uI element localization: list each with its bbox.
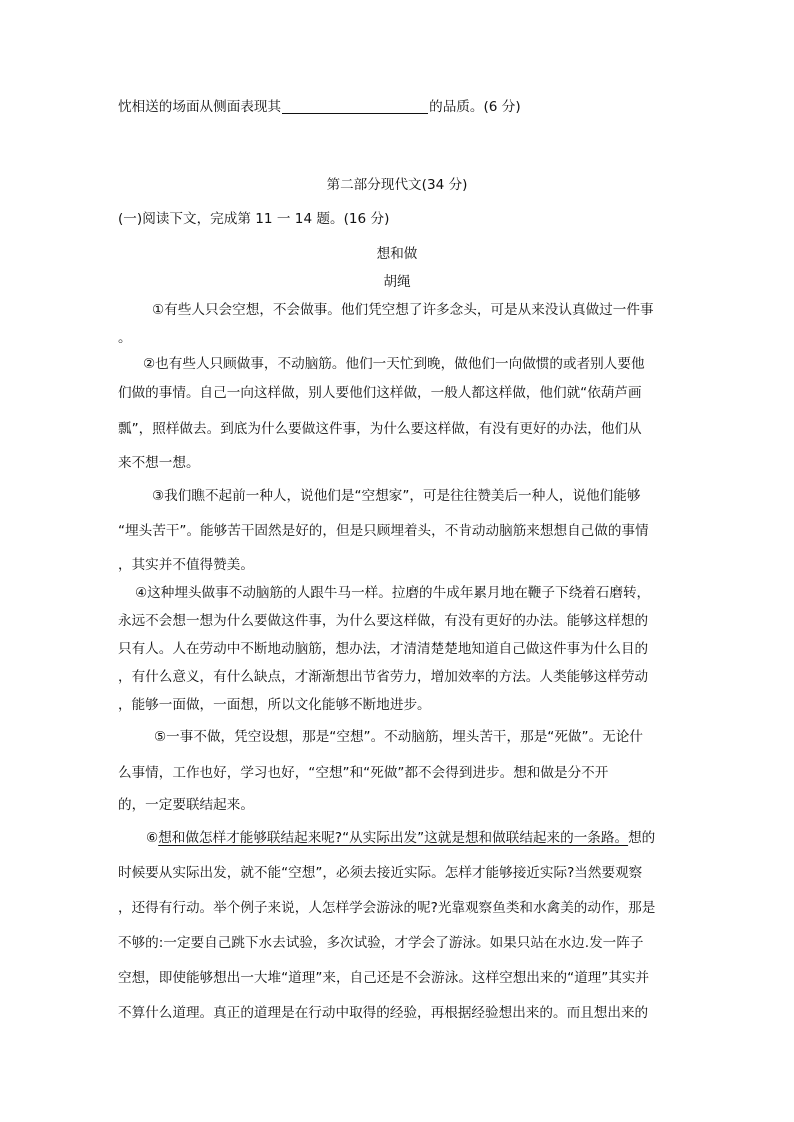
text-line: 不够的:一定要自己跳下水去试验，多次试验，才学会了游泳。如果只站在水边.发一阵子	[118, 935, 644, 951]
paragraph-6-first-line	[146, 829, 655, 847]
section-title: 第二部分现代文(34 分)	[326, 177, 468, 193]
text-line: 来不想一想。	[118, 455, 200, 471]
text-line: 空想，即使能够想出一大堆“道理”来，自己还是不会游泳。这样空想出来的“道理”其实并	[118, 970, 650, 986]
text-line: 么事情，工作也好，学习也好，“空想”和“死做”都不会得到进步。想和做是分不开	[118, 765, 609, 781]
intro-text: 忱相送的场面从侧面表现其	[118, 99, 282, 115]
text-line: “埋头苦干”。能够苦干固然是好的，但是只顾埋着头，不肯动动脑筋来想想自己做的事情	[118, 523, 649, 539]
paragraph-number: ⑥	[146, 830, 159, 846]
text-line: ③我们瞧不起前一种人，说他们是“空想家”，可是往往赞美后一种人，说他们能够	[152, 488, 641, 504]
text-line: 永远不会想一想为什么要做这件事，为什么要这样做，有没有更好的办法。能够这样想的	[118, 613, 649, 629]
text-line: ④这种埋头做事不动脑筋的人跟牛马一样。拉磨的牛成年累月地在鞭子下绕着石磨转，	[135, 585, 651, 601]
text-line: 只有人。人在劳动中不断地动脑筋，想办法，才清清楚楚地知道自己做这件事为什么目的	[118, 641, 649, 657]
answer-blank[interactable]	[282, 99, 428, 114]
text-line: 时候要从实际出发，就不能“空想”，必须去接近实际。怎样才能够接近实际?当然要观察	[118, 865, 643, 881]
text-line: 们做的事情。自己一向这样做，别人要他们这样做，一般人都这样做，他们就“依葫芦画	[118, 385, 642, 401]
underlined-sentence: 想和做怎样才能够联结起来呢?“从实际出发”这就是想和做联结起来的一条路。	[158, 830, 629, 846]
article-author: 胡绳	[383, 274, 411, 290]
text-line: ，有什么意义，有什么缺点，才渐渐想出节省劳力，增加效率的方法。人类能够这样劳动	[118, 669, 649, 685]
text-line: ，还得有行动。举个例子来说，人怎样学会游泳的呢?光靠观察鱼类和水禽美的动作，那是	[118, 900, 656, 916]
text-line: 的，一定要联结起来。	[118, 797, 254, 813]
text-line: ，其实并不值得赞美。	[118, 557, 254, 573]
text-line: ①有些人只会空想，不会做事。他们凭空想了许多念头，可是从来没认真做过一件事	[152, 302, 654, 318]
article-title: 想和做	[376, 246, 418, 262]
text-line: ，能够一面做，一面想，所以文化能够不断地进步。	[118, 697, 431, 713]
text-line: ⑤一事不做，凭空设想，那是“空想”。不动脑筋，埋头苦干，那是“死做”。无论什	[154, 729, 643, 745]
text-line: 不算什么道理。真正的道理是在行动中取得的经验，再根据经验想出来的。而且想出来的	[118, 1005, 649, 1021]
question-intro: (一)阅读下文，完成第 11 一 14 题。(16 分)	[118, 211, 390, 227]
text-line: 。	[118, 330, 132, 346]
text-line-rest: 想的	[628, 830, 656, 846]
text-line: 瓢”，照样做去。到底为什么要做这件事，为什么要这样做，有没有更好的办法，他们从	[118, 421, 642, 437]
intro-line	[118, 98, 521, 116]
intro-score: 的品质。(6 分)	[429, 99, 521, 115]
text-line: ②也有些人只顾做事，不动脑筋。他们一天忙到晚，做他们一向做惯的或者别人要他	[143, 356, 645, 372]
